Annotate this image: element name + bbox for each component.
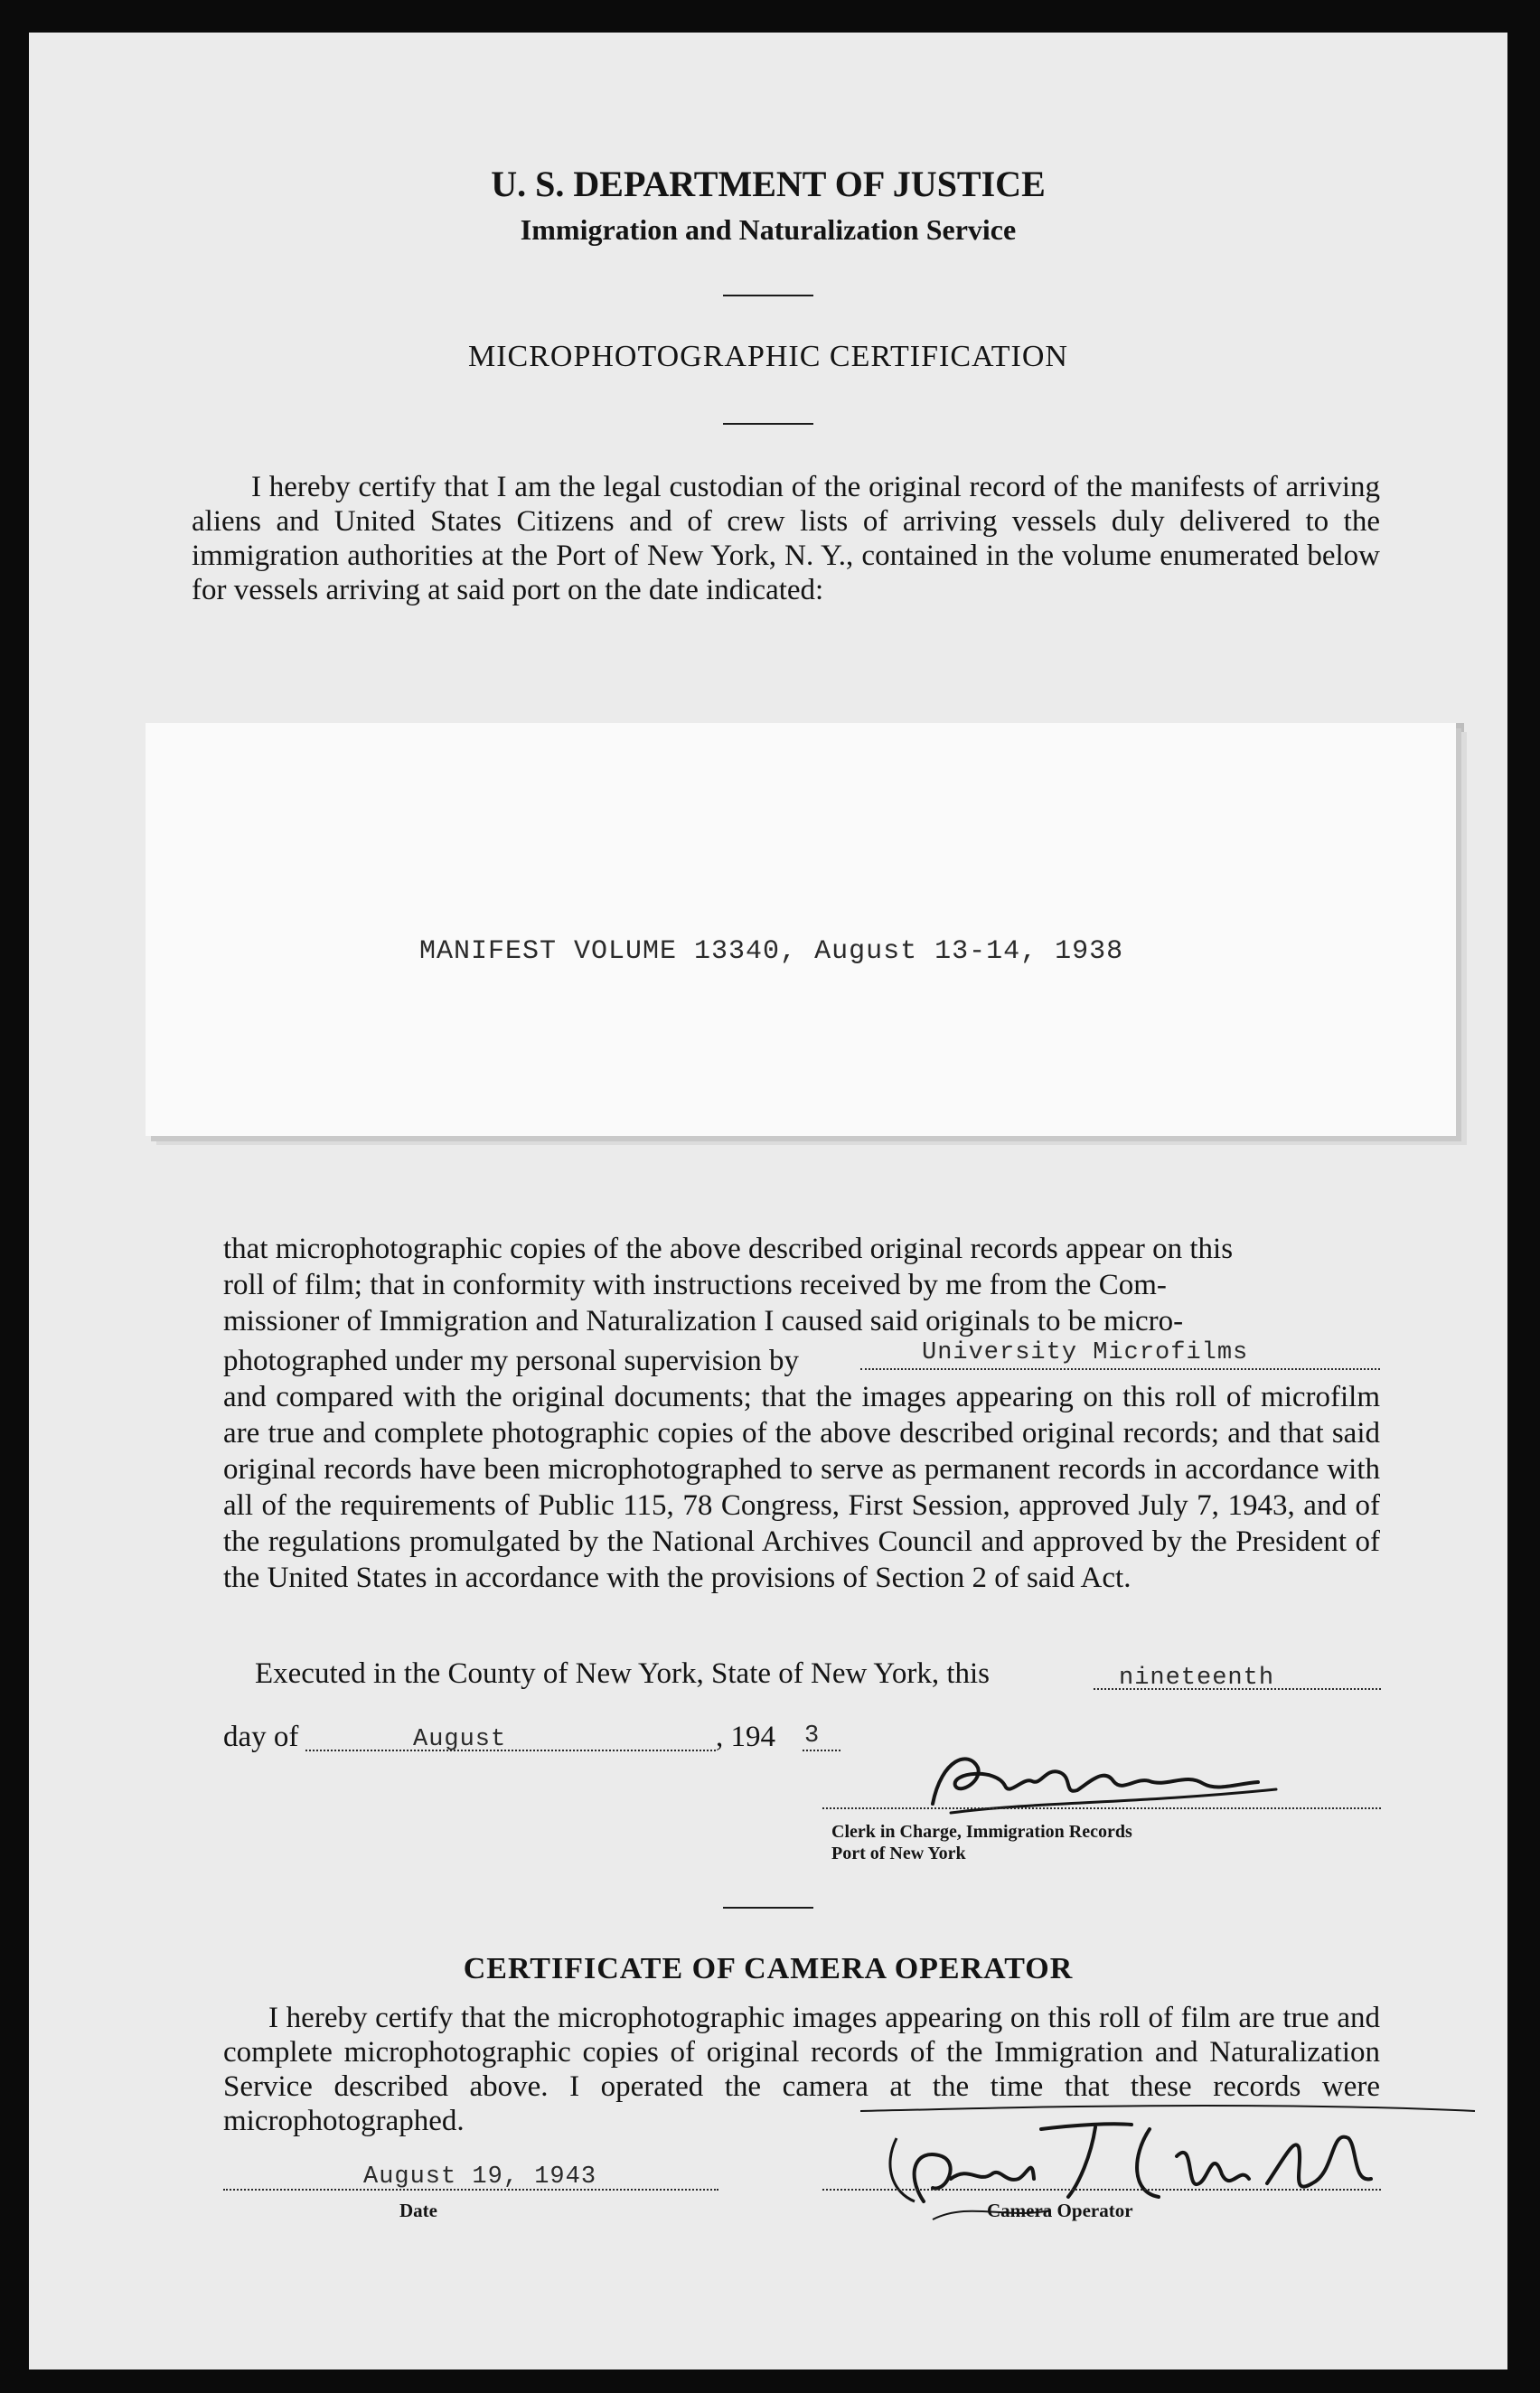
certificate-title: MICROPHOTOGRAPHIC CERTIFICATION: [467, 340, 1068, 373]
year-value: 3: [804, 1722, 821, 1750]
date-value: August 19, 1943: [363, 2163, 597, 2191]
body-line: photographed under my personal supervision by: [223, 1345, 799, 1377]
date-label: Date: [399, 2200, 437, 2221]
day-of-label: day of: [223, 1721, 299, 1753]
clerk-title: Clerk in Charge, Immigration Records: [831, 1822, 1132, 1842]
manifest-volume-text: MANIFEST VOLUME 13340, August 13-14, 1938: [419, 936, 1124, 967]
divider: [723, 423, 813, 425]
year-line: [803, 1750, 840, 1751]
photographed-by-value: University Microfilms: [922, 1339, 1249, 1366]
execution-text: Executed in the County of New York, State of New York, this: [255, 1657, 991, 1690]
operator-label: Camera Operator: [987, 2200, 1133, 2221]
body-line: missioner of Immigration and Naturalization I caused said originals to be micro-: [223, 1305, 1184, 1337]
camera-certificate-title: CERTIFICATE OF CAMERA OPERATOR: [463, 1952, 1074, 1985]
body-line: roll of film; that in conformity with instructions received by me from the Com-: [223, 1269, 1167, 1301]
photographed-by-line: [860, 1368, 1380, 1370]
manifest-slip: [146, 723, 1456, 1136]
year-prefix: , 194: [716, 1721, 775, 1753]
clerk-location: Port of New York: [831, 1844, 966, 1863]
month-line: [305, 1750, 716, 1751]
service-subheading: Immigration and Naturalization Service: [520, 213, 1017, 246]
month-value: August: [413, 1726, 507, 1753]
divider: [723, 1907, 813, 1909]
camera-certificate-text: I hereby certify that the microphotographic images appearing on this roll of film are true and complete microphotographic copies of original records of the Immigration and Naturalization Service described above. I operated the camera at the time that these records were microphotographed.: [223, 2002, 1380, 2137]
day-value: nineteenth: [1119, 1665, 1275, 1692]
agency-heading: U. S. DEPARTMENT OF JUSTICE: [491, 164, 1046, 204]
divider: [723, 295, 813, 296]
intro-paragraph: I hereby certify that I am the legal custodian of the original record of the manifests of arriving aliens and United States Citizens and of crew lists of arriving vessels duly delivered to the immigration authorities at the Port of New York, N. Y., contained in the volume enumerated below for vessels arriving at said port on the date indicated:: [192, 471, 1380, 606]
body-paragraph: and compared with the original documents; that the images appearing on this roll of microfilm are true and complete photographic copies of the above described original records; and that said original records have been microphotographed to serve as permanent records in accordance with all of the requirements of Public 115, 78 Congress, First Session, approved July 7, 1943, and of the regulations promulgated by the National Archives Council and approved by the President of the United States in accordance with the provisions of Section 2 of said Act.: [223, 1381, 1380, 1594]
clerk-signature-line: [822, 1807, 1381, 1809]
operator-signature: [842, 2093, 1493, 2229]
date-line: [223, 2189, 718, 2191]
clerk-signature: [897, 1731, 1321, 1831]
operator-signature-line: [822, 2189, 1381, 2191]
body-line: that microphotographic copies of the above described original records appear on this: [223, 1233, 1234, 1265]
certificate-page: [29, 33, 1507, 2370]
